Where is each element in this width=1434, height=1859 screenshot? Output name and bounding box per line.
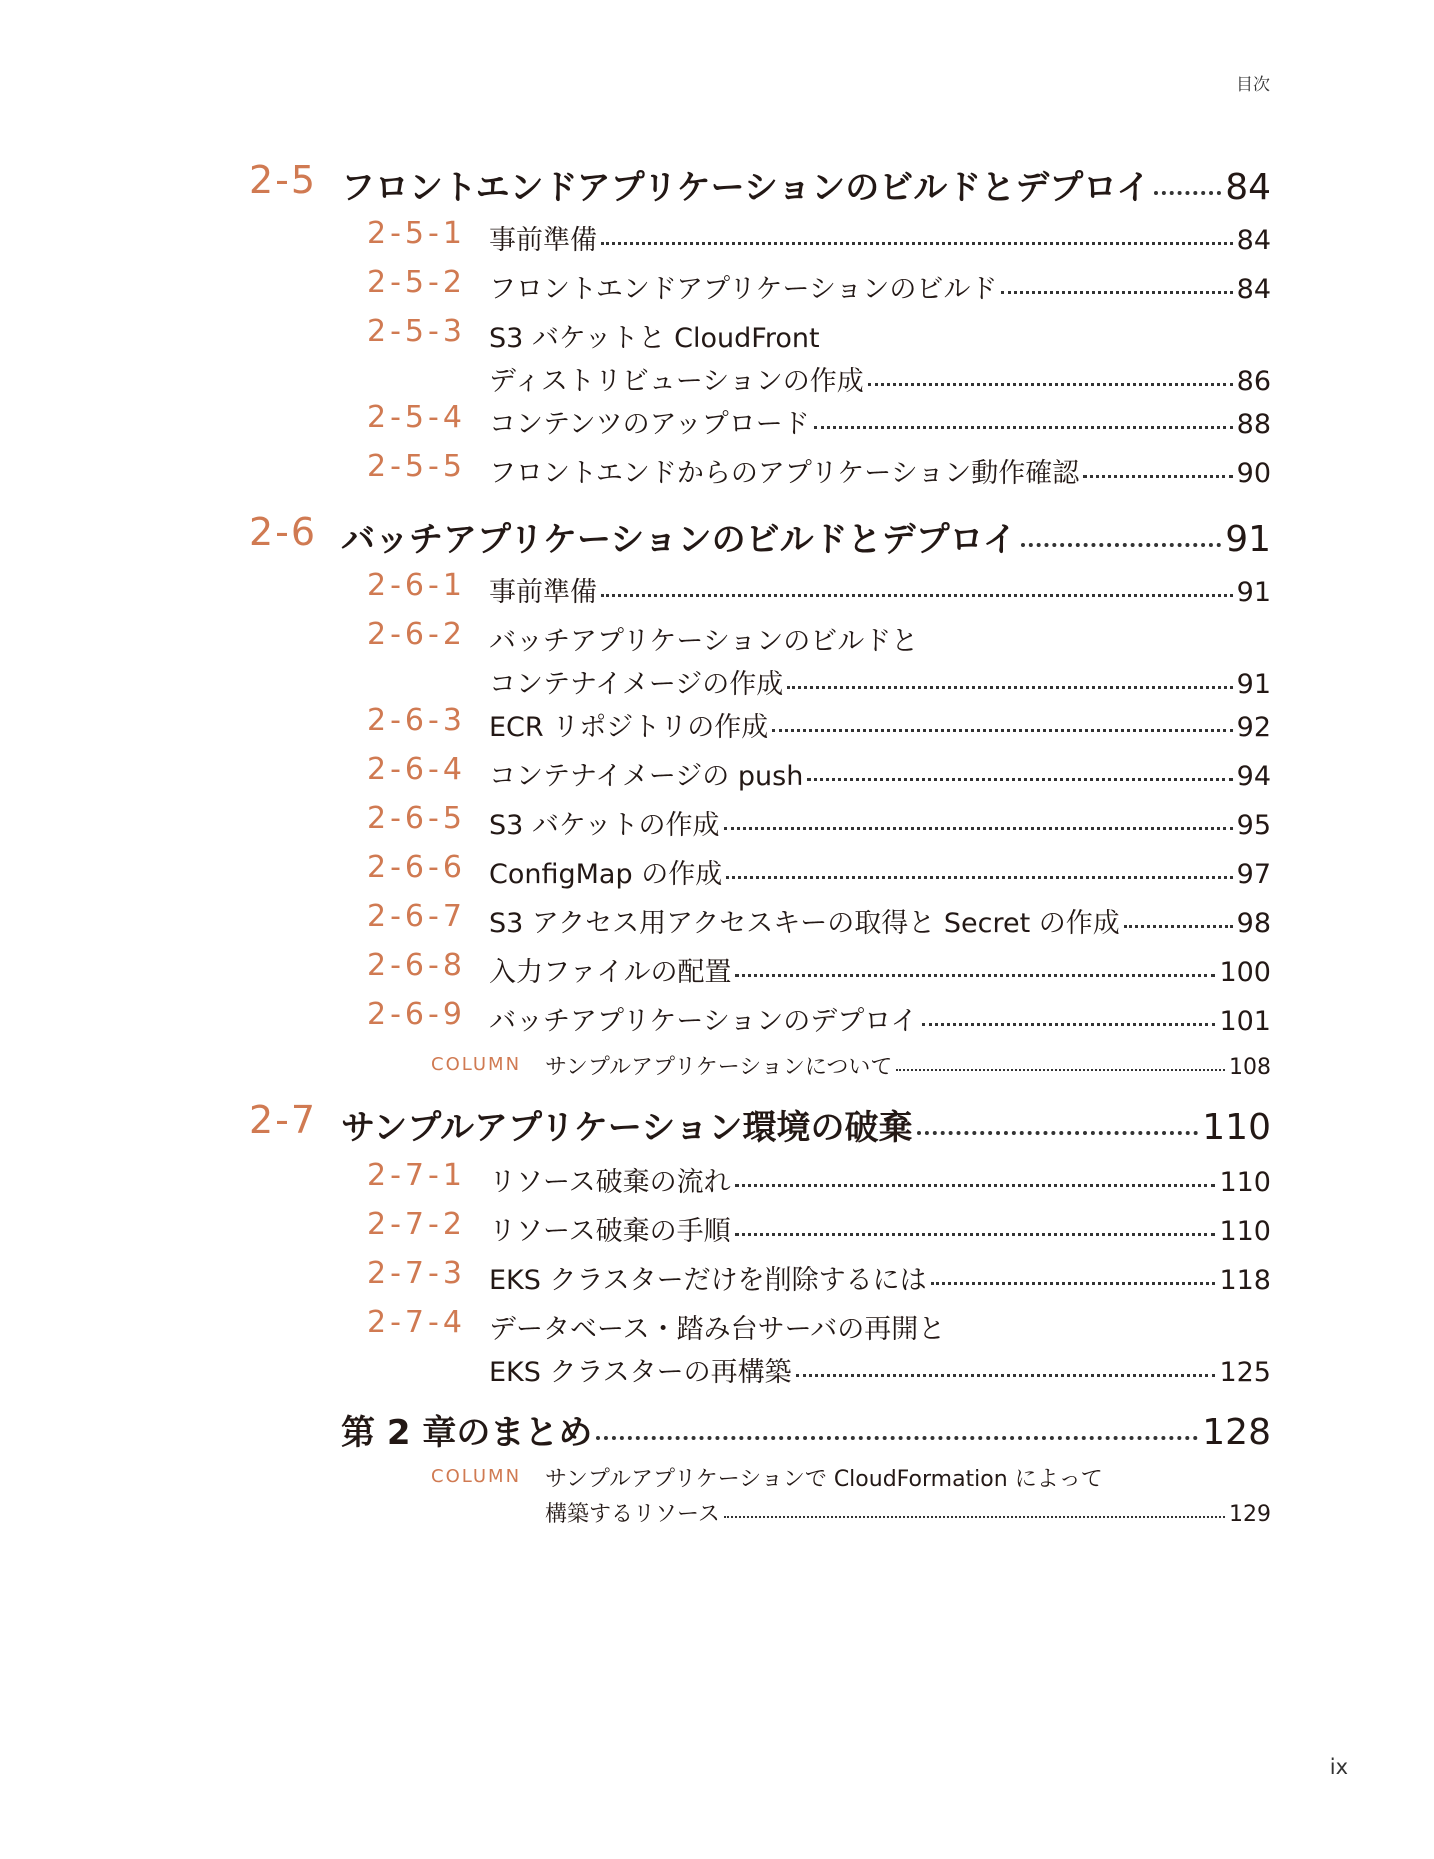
page-number: 110	[1202, 1107, 1271, 1148]
subsection-number: 2-6-3	[367, 703, 466, 738]
section-number: 2-5	[249, 158, 318, 202]
subsection-title: フロントエンドからのアプリケーション動作確認	[489, 458, 1080, 489]
leader-dots	[814, 426, 1233, 429]
leader-dots	[724, 1516, 1225, 1518]
subsection-number: 2-6-4	[367, 752, 466, 787]
subsection-number: 2-5-2	[367, 265, 466, 300]
subsection-number: 2-6-9	[367, 997, 466, 1032]
subsection-title: フロントエンドアプリケーションのビルド	[489, 274, 998, 305]
subsection-title-line-2: EKS クラスターの再構築	[489, 1357, 792, 1388]
section-title: フロントエンドアプリケーションのビルドとデプロイ	[341, 168, 1151, 208]
subsection-number: 2-5-5	[367, 449, 466, 484]
subsection-number: 2-7-4	[367, 1305, 466, 1340]
subsection-title: 入力ファイルの配置	[489, 957, 732, 988]
subsection-title: S3 アクセス用アクセスキーの取得と Secret の作成	[489, 908, 1120, 939]
subsection-number: 2-5-1	[367, 216, 466, 251]
page-folio: ix	[1329, 1755, 1348, 1779]
column-title-line-2: 構築するリソース	[545, 1502, 720, 1527]
page-number: 84	[1225, 167, 1271, 208]
page-number: 86	[1236, 366, 1271, 397]
page-number: 101	[1219, 1006, 1271, 1037]
page-number: 97	[1236, 859, 1271, 890]
section-number: 2-6	[249, 510, 318, 554]
page-number: 118	[1219, 1265, 1271, 1296]
subsection-number: 2-6-1	[367, 568, 466, 603]
leader-dots	[772, 729, 1232, 732]
subsection-number: 2-5-3	[367, 314, 466, 349]
leader-dots	[735, 974, 1215, 977]
page-number: 110	[1219, 1167, 1271, 1198]
subsection-title: 事前準備	[489, 577, 597, 608]
leader-dots	[724, 827, 1233, 830]
subsection-number: 2-6-6	[367, 850, 466, 885]
page-number: 88	[1236, 409, 1271, 440]
running-header: 目次	[1236, 75, 1270, 95]
subsection-title: S3 バケットの作成	[489, 810, 720, 841]
leader-dots	[735, 1184, 1216, 1187]
leader-dots	[596, 1436, 1198, 1440]
column-title-line-1: サンプルアプリケーションで CloudFormation によって	[545, 1467, 1103, 1492]
subsection-number: 2-6-2	[367, 617, 466, 652]
subsection-title: ECR リポジトリの作成	[489, 712, 769, 743]
page-number: 84	[1236, 225, 1271, 256]
page-number: 91	[1236, 577, 1271, 608]
subsection-title: バッチアプリケーションのデプロイ	[489, 1006, 918, 1037]
leader-dots	[796, 1374, 1216, 1377]
page-number: 100	[1219, 957, 1271, 988]
leader-dots	[931, 1282, 1216, 1285]
leader-dots	[601, 242, 1233, 245]
subsection-number: 2-7-1	[367, 1158, 466, 1193]
summary-title: 第 2 章のまとめ	[341, 1413, 593, 1453]
subsection-title: コンテナイメージの push	[489, 761, 804, 792]
page-number: 91	[1225, 519, 1271, 560]
leader-dots	[787, 686, 1232, 689]
section-title: サンプルアプリケーション環境の破棄	[341, 1108, 913, 1148]
leader-dots	[1021, 543, 1222, 547]
leader-dots	[1124, 925, 1233, 928]
page-number: 95	[1236, 810, 1271, 841]
subsection-title: コンテンツのアップロード	[489, 409, 810, 440]
page-number: 94	[1236, 761, 1271, 792]
leader-dots	[868, 383, 1233, 386]
leader-dots	[922, 1023, 1216, 1026]
section-title: バッチアプリケーションのビルドとデプロイ	[341, 520, 1017, 560]
page-number: 125	[1219, 1357, 1271, 1388]
subsection-title-line-1: バッチアプリケーションのビルドと	[489, 626, 919, 657]
subsection-title-line-1: S3 バケットと CloudFront	[489, 323, 820, 354]
subsection-number: 2-6-5	[367, 801, 466, 836]
leader-dots	[917, 1131, 1199, 1135]
subsection-number: 2-7-2	[367, 1207, 466, 1242]
subsection-title: EKS クラスターだけを削除するには	[489, 1265, 927, 1296]
subsection-number: 2-6-8	[367, 948, 466, 983]
leader-dots	[735, 1233, 1216, 1236]
page-number: 110	[1219, 1216, 1271, 1247]
subsection-number: 2-6-7	[367, 899, 466, 934]
subsection-number: 2-5-4	[367, 400, 466, 435]
page-number: 128	[1202, 1412, 1271, 1453]
page-number: 98	[1236, 908, 1271, 939]
section-number: 2-7	[249, 1098, 318, 1142]
leader-dots	[601, 594, 1233, 597]
subsection-title-line-2: ディストリビューションの作成	[489, 366, 864, 397]
leader-dots	[1154, 191, 1221, 195]
subsection-title: リソース破棄の流れ	[489, 1167, 731, 1198]
page-number: 129	[1229, 1502, 1271, 1527]
column-title: サンプルアプリケーションについて	[545, 1055, 893, 1080]
page-number: 90	[1236, 458, 1271, 489]
leader-dots	[896, 1069, 1225, 1071]
subsection-number: 2-7-3	[367, 1256, 466, 1291]
page-number: 91	[1236, 669, 1271, 700]
subsection-title: リソース破棄の手順	[489, 1216, 731, 1247]
page-number: 108	[1229, 1055, 1271, 1080]
subsection-title: ConfigMap の作成	[489, 859, 723, 890]
column-label: COLUMN	[431, 1466, 522, 1487]
column-label: COLUMN	[431, 1054, 522, 1075]
leader-dots	[807, 778, 1232, 781]
leader-dots	[726, 876, 1232, 879]
subsection-title: 事前準備	[489, 225, 597, 256]
subsection-title-line-2: コンテナイメージの作成	[489, 669, 784, 700]
leader-dots	[1001, 291, 1232, 294]
leader-dots	[1083, 475, 1232, 478]
page-number: 84	[1236, 274, 1271, 305]
page-number: 92	[1236, 712, 1271, 743]
subsection-title-line-1: データベース・踏み台サーバの再開と	[489, 1314, 946, 1345]
